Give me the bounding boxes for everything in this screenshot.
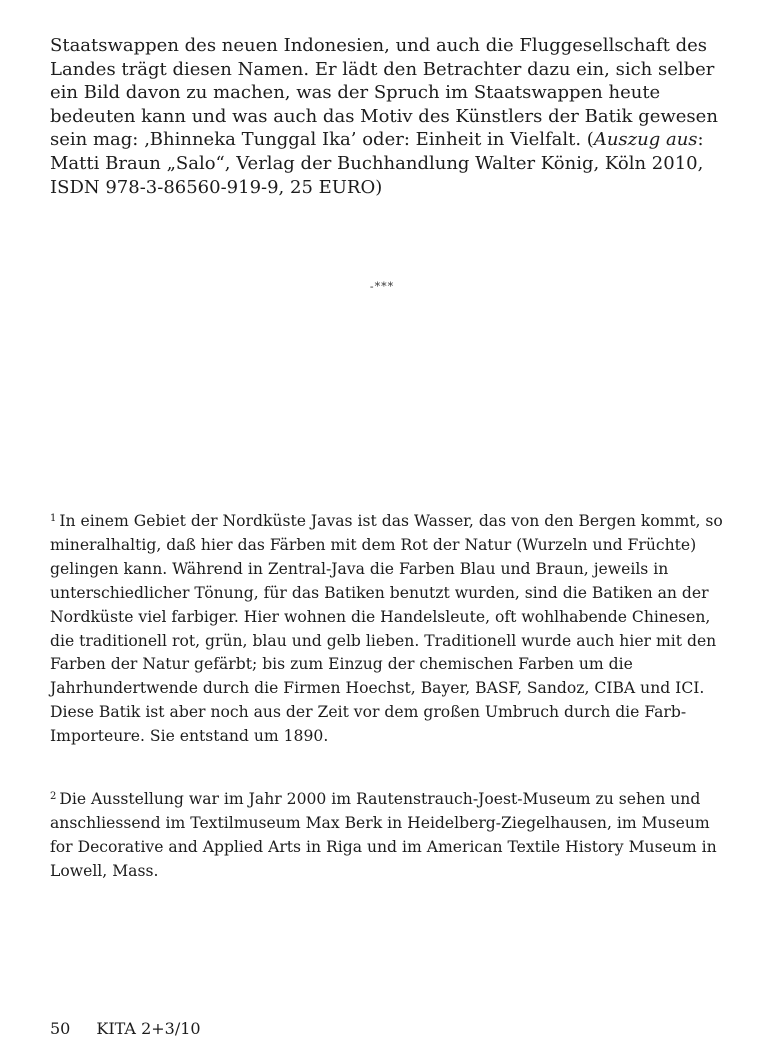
footnote-1-text: In einem Gebiet der Nordküste Javas ist das Wasser, das von den Bergen kommt, so mineralhaltig, daß hier das Färben mit dem Rot der Natur (Wurzeln und Früchte) gelingen kann. Während in Zentral-Java die Farben Blau und Braun, jeweils in unterschiedlicher Tönung, für das Batiken benutzt wurden, sind die Batiken an der Nordküste viel farbiger. Hier wohnen die Handelsleute, oft wohlhabende Chinesen, die traditionell rot, grün, blau und gelb lieben. Traditionell wurde auch hier mit den Farben der Natur gefärbt; bis zum Einzug der chemischen Farben um die Jahrhundertwende durch die Firmen Hoechst, Bayer, BASF, Sandoz, CIBA und ICI. Diese Batik ist aber noch aus der Zeit vor dem großen Umbruch durch die Farb-Importeure. Sie entstand um 1890. [50,512,723,746]
footnote-1 [50,507,726,749]
journal-issue: KITA 2+3/10 [96,1019,201,1038]
section-separator: -*** [369,280,395,293]
footnote-2 [50,785,726,884]
source-label: Auszug aus [593,129,698,151]
page-footer [50,1019,201,1039]
source-citation: : Matti Braun „Salo“, Verlag der Buchhandlung Walter König, Köln 2010, ISDN 978-3-86560-919-9, 25 EURO) [50,129,704,198]
footnote-2-text: Die Ausstellung war im Jahr 2000 im Rautenstrauch-Joest-Museum zu sehen und anschliessend im Textilmuseum Max Berk in Heidelberg-Ziegelhausen, im Museum for Decorative and Applied Arts in Riga und im American Textile History Museum in Lowell, Mass. [50,790,717,880]
main-paragraph-lead: Staatswappen des neuen Indonesien, und auch die Fluggesellschaft des Landes trägt diesen Namen. Er lädt den Betrachter dazu ein, sich selber ein Bild davon zu machen, was der Spruch im Staatswappen heute bedeuten kann und was auch das Motiv des Künstlers der Batik gewesen sein mag: ‚Bhinneka Tunggal Ika’ oder: Einheit in Vielfalt. ( [50,35,718,151]
footnote-1-marker: 1 [50,513,57,524]
main-paragraph [50,34,730,199]
footnote-2-marker: 2 [50,791,57,802]
page-number: 50 [50,1019,71,1038]
